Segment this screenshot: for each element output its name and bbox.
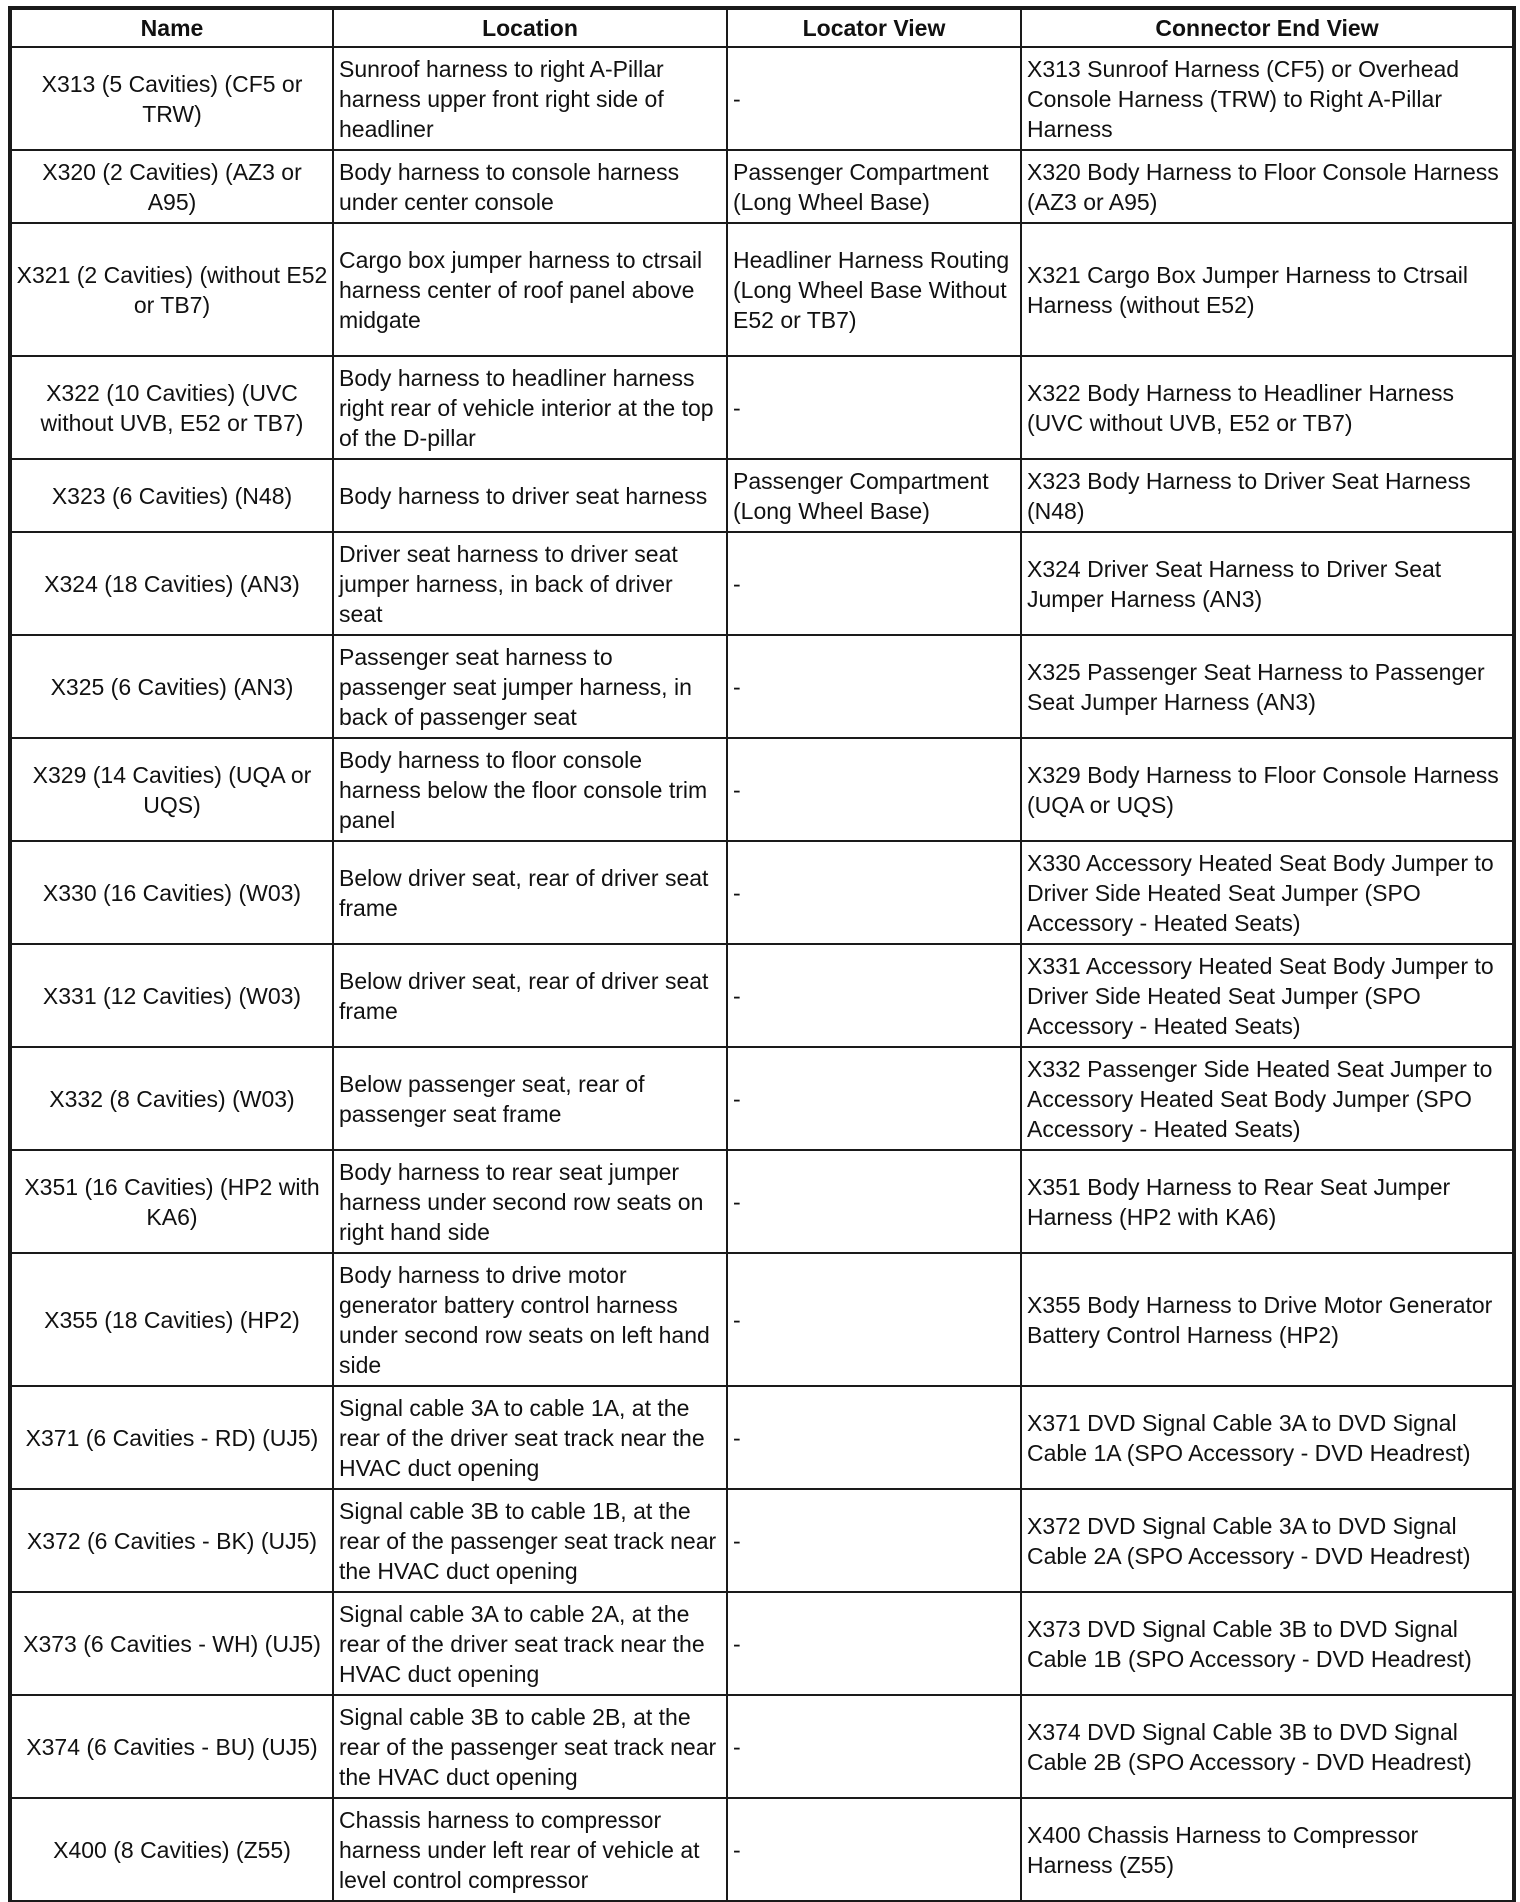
table-row [11,223,1513,356]
cell-name: X351 (16 Cavities) (HP2 with KA6) [11,1150,333,1253]
table-row [11,1592,1513,1695]
cell-connector-end-view: X374 DVD Signal Cable 3B to DVD Signal Cable 2B (SPO Accessory - DVD Headrest) [1021,1695,1513,1798]
cell-locator-view: - [727,1489,1021,1592]
cell-connector-end-view: X372 DVD Signal Cable 3A to DVD Signal Cable 2A (SPO Accessory - DVD Headrest) [1021,1489,1513,1592]
cell-name: X324 (18 Cavities) (AN3) [11,532,333,635]
cell-name: X323 (6 Cavities) (N48) [11,459,333,532]
header-locator-view: Locator View [727,9,1021,47]
cell-connector-end-view: X330 Accessory Heated Seat Body Jumper to Driver Side Heated Seat Jumper (SPO Accessory - Heated Seats) [1021,841,1513,944]
cell-connector-end-view: X313 Sunroof Harness (CF5) or Overhead Console Harness (TRW) to Right A-Pillar Harness [1021,47,1513,150]
table-body [11,47,1513,1901]
table-row [11,1150,1513,1253]
cell-name: X330 (16 Cavities) (W03) [11,841,333,944]
table-row [11,1695,1513,1798]
table-row [11,1047,1513,1150]
cell-connector-end-view: X355 Body Harness to Drive Motor Generator Battery Control Harness (HP2) [1021,1253,1513,1386]
connector-table-sheet [10,8,1512,1891]
table-row [11,47,1513,150]
cell-locator-view: - [727,1047,1021,1150]
cell-locator-view: - [727,1150,1021,1253]
table-row [11,944,1513,1047]
cell-connector-end-view: X331 Accessory Heated Seat Body Jumper to Driver Side Heated Seat Jumper (SPO Accessory - Heated Seats) [1021,944,1513,1047]
cell-connector-end-view: X325 Passenger Seat Harness to Passenger Seat Jumper Harness (AN3) [1021,635,1513,738]
cell-name: X374 (6 Cavities - BU) (UJ5) [11,1695,333,1798]
table-row [11,459,1513,532]
cell-location: Chassis harness to compressor harness under left rear of vehicle at level control compressor [333,1798,727,1901]
table-row [11,738,1513,841]
connector-table [10,8,1514,1902]
cell-location: Below passenger seat, rear of passenger seat frame [333,1047,727,1150]
cell-locator-view: - [727,1253,1021,1386]
cell-locator-view: Passenger Compartment (Long Wheel Base) [727,459,1021,532]
header-location: Location [333,9,727,47]
cell-locator-view: - [727,841,1021,944]
cell-locator-view: - [727,635,1021,738]
cell-locator-view: - [727,356,1021,459]
table-row [11,356,1513,459]
table-header [11,9,1513,47]
cell-connector-end-view: X323 Body Harness to Driver Seat Harness (N48) [1021,459,1513,532]
cell-location: Body harness to driver seat harness [333,459,727,532]
cell-name: X372 (6 Cavities - BK) (UJ5) [11,1489,333,1592]
cell-name: X355 (18 Cavities) (HP2) [11,1253,333,1386]
header-row [11,9,1513,47]
cell-connector-end-view: X332 Passenger Side Heated Seat Jumper to Accessory Heated Seat Body Jumper (SPO Accessory - Heated Seats) [1021,1047,1513,1150]
table-row [11,1253,1513,1386]
cell-connector-end-view: X322 Body Harness to Headliner Harness (UVC without UVB, E52 or TB7) [1021,356,1513,459]
cell-connector-end-view: X373 DVD Signal Cable 3B to DVD Signal Cable 1B (SPO Accessory - DVD Headrest) [1021,1592,1513,1695]
header-name: Name [11,9,333,47]
cell-location: Signal cable 3B to cable 1B, at the rear of the passenger seat track near the HVAC duct opening [333,1489,727,1592]
cell-name: X313 (5 Cavities) (CF5 or TRW) [11,47,333,150]
cell-location: Below driver seat, rear of driver seat frame [333,841,727,944]
cell-location: Signal cable 3A to cable 1A, at the rear of the driver seat track near the HVAC duct opening [333,1386,727,1489]
cell-connector-end-view: X329 Body Harness to Floor Console Harness (UQA or UQS) [1021,738,1513,841]
cell-name: X321 (2 Cavities) (without E52 or TB7) [11,223,333,356]
cell-name: X332 (8 Cavities) (W03) [11,1047,333,1150]
table-row [11,635,1513,738]
header-connector-end-view: Connector End View [1021,9,1513,47]
cell-name: X329 (14 Cavities) (UQA or UQS) [11,738,333,841]
cell-location: Body harness to console harness under center console [333,150,727,223]
cell-name: X322 (10 Cavities) (UVC without UVB, E52 or TB7) [11,356,333,459]
cell-location: Driver seat harness to driver seat jumper harness, in back of driver seat [333,532,727,635]
table-row [11,1386,1513,1489]
table-row [11,1489,1513,1592]
cell-location: Cargo box jumper harness to ctrsail harness center of roof panel above midgate [333,223,727,356]
cell-locator-view: - [727,47,1021,150]
cell-location: Signal cable 3A to cable 2A, at the rear of the driver seat track near the HVAC duct opening [333,1592,727,1695]
cell-locator-view: - [727,1798,1021,1901]
cell-location: Sunroof harness to right A-Pillar harness upper front right side of headliner [333,47,727,150]
cell-name: X371 (6 Cavities - RD) (UJ5) [11,1386,333,1489]
cell-location: Below driver seat, rear of driver seat frame [333,944,727,1047]
cell-connector-end-view: X320 Body Harness to Floor Console Harness (AZ3 or A95) [1021,150,1513,223]
cell-location: Body harness to drive motor generator battery control harness under second row seats on left hand side [333,1253,727,1386]
cell-connector-end-view: X321 Cargo Box Jumper Harness to Ctrsail Harness (without E52) [1021,223,1513,356]
cell-location: Body harness to floor console harness below the floor console trim panel [333,738,727,841]
cell-locator-view: - [727,1592,1021,1695]
table-row [11,841,1513,944]
cell-name: X331 (12 Cavities) (W03) [11,944,333,1047]
cell-locator-view: - [727,944,1021,1047]
table-row [11,150,1513,223]
cell-connector-end-view: X400 Chassis Harness to Compressor Harness (Z55) [1021,1798,1513,1901]
table-row [11,532,1513,635]
cell-name: X373 (6 Cavities - WH) (UJ5) [11,1592,333,1695]
cell-location: Body harness to headliner harness right rear of vehicle interior at the top of the D-pillar [333,356,727,459]
cell-location: Body harness to rear seat jumper harness under second row seats on right hand side [333,1150,727,1253]
cell-name: X320 (2 Cavities) (AZ3 or A95) [11,150,333,223]
cell-location: Signal cable 3B to cable 2B, at the rear of the passenger seat track near the HVAC duct opening [333,1695,727,1798]
cell-connector-end-view: X351 Body Harness to Rear Seat Jumper Harness (HP2 with KA6) [1021,1150,1513,1253]
cell-locator-view: - [727,738,1021,841]
cell-locator-view: - [727,1695,1021,1798]
cell-name: X400 (8 Cavities) (Z55) [11,1798,333,1901]
cell-locator-view: Passenger Compartment (Long Wheel Base) [727,150,1021,223]
cell-location: Passenger seat harness to passenger seat jumper harness, in back of passenger seat [333,635,727,738]
cell-locator-view: - [727,1386,1021,1489]
cell-locator-view: Headliner Harness Routing (Long Wheel Base Without E52 or TB7) [727,223,1021,356]
cell-connector-end-view: X371 DVD Signal Cable 3A to DVD Signal Cable 1A (SPO Accessory - DVD Headrest) [1021,1386,1513,1489]
cell-locator-view: - [727,532,1021,635]
cell-name: X325 (6 Cavities) (AN3) [11,635,333,738]
cell-connector-end-view: X324 Driver Seat Harness to Driver Seat Jumper Harness (AN3) [1021,532,1513,635]
table-row [11,1798,1513,1901]
